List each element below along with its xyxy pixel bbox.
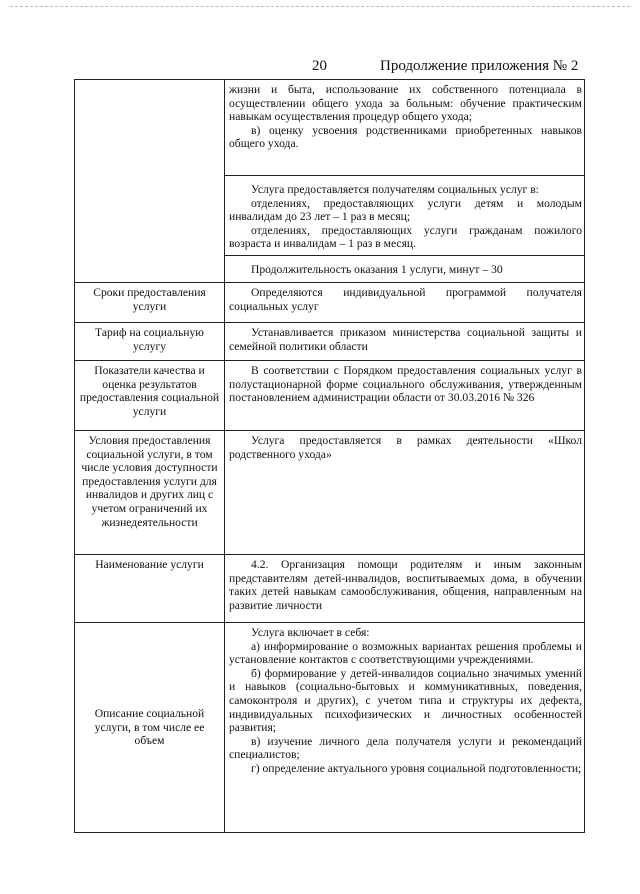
- row-label: Наименование услуги: [75, 555, 225, 623]
- paragraph: Продолжительность оказания 1 услуги, минут – 30: [251, 263, 503, 276]
- row-content-duration: [225, 256, 585, 283]
- row-label: Описание социальной услуги, в том числе ее объем: [75, 623, 225, 833]
- row-content: [225, 283, 585, 323]
- row-content: [225, 431, 585, 555]
- paragraph: в) оценку усвоения родственниками приобретенных навыков общего ухода.: [229, 123, 582, 151]
- paragraph: жизни и быта, использование их собственного потенциала в осуществлении общего ухода за больным: обучение практическим навыкам осуществления процедур общего ухода;: [229, 83, 582, 124]
- paragraph: Определяются индивидуальной программой получателя социальных услуг: [229, 286, 582, 313]
- appendix-title: Продолжение приложения № 2: [380, 58, 579, 74]
- row-label: Сроки предоставления услуги: [75, 283, 225, 323]
- row-label: Показатели качества и оценка результатов предоставления социальной услуги: [75, 361, 225, 431]
- row-content: [225, 361, 585, 431]
- paragraph: в) изучение личного дела получателя услуги и рекомендаций специалистов;: [229, 734, 582, 762]
- paragraph: б) формирование у детей-инвалидов социально значимых умений и навыков (социально-бытовых и коммуникативных, поведения, самоконтроля и других), с учетом типа и структуры их дефекта, индивидуальных психофизических и личностных особенностей развития;: [229, 666, 582, 735]
- paragraph: В соответствии с Порядком предоставления социальных услуг в полустационарной форме социального обслуживания, утвержденным постановлением администрации области от 30.03.2016 № 326: [229, 364, 582, 405]
- row-content: [225, 555, 585, 623]
- paragraph: отделениях, предоставляющих услуги детям и молодым инвалидам до 23 лет – 1 раз в месяц;: [229, 196, 582, 224]
- paragraph: отделениях, предоставляющих услуги гражданам пожилого возраста и инвалидам – 1 раз в месяц.: [229, 223, 582, 251]
- page-number: 20: [312, 58, 327, 74]
- row-content: [225, 323, 585, 361]
- service-table: [74, 79, 585, 833]
- paragraph: Устанавливается приказом министерства социальной защиты и семейной политики области: [229, 326, 582, 353]
- row-label-empty: [75, 80, 225, 283]
- row-content-frequency: [225, 176, 585, 256]
- table-row: [75, 623, 585, 833]
- table-row: [75, 80, 585, 176]
- paragraph: Услуга предоставляется получателям социальных услуг в:: [251, 183, 539, 196]
- row-content: [225, 623, 585, 833]
- row-content-training: [225, 80, 585, 176]
- paragraph: 4.2. Организация помощи родителям и иным законным представителям детей-инвалидов, воспитываемых дома, в обучении таких детей навыкам самообслуживания, общения, направленным на развитие личности: [229, 558, 582, 612]
- paragraph: Услуга предоставляется в рамках деятельности «Школ родственного ухода»: [229, 434, 582, 461]
- scan-top-edge: [10, 6, 630, 7]
- paragraph: Услуга включает в себя:: [251, 626, 370, 639]
- row-label: Тариф на социальную услугу: [75, 323, 225, 361]
- table-row: [75, 361, 585, 431]
- paragraph: г) определение актуального уровня социальной подготовленности;: [251, 761, 582, 775]
- paragraph: а) информирование о возможных вариантах решения проблемы и установление контактов с соответствующими учреждениями.: [229, 639, 582, 667]
- table-row: [75, 555, 585, 623]
- table-row: [75, 283, 585, 323]
- row-label: Условия предоставления социальной услуги, в том числе условия доступности предоставления услуги для инвалидов и других лиц с учетом ограничений их жизнедеятельности: [75, 431, 225, 555]
- table-row: [75, 431, 585, 555]
- table-row: [75, 323, 585, 361]
